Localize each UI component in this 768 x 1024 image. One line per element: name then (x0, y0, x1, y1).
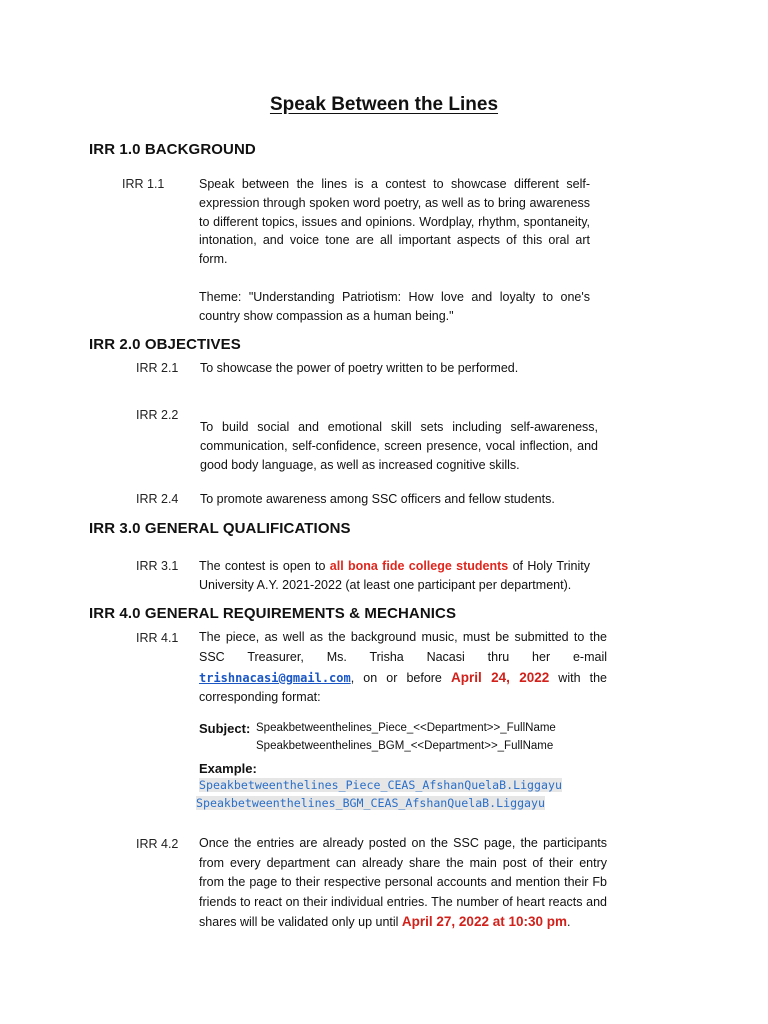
example-line: Speakbetweenthelines_Piece_CEAS_AfshanQuelaB.Liggayu (199, 778, 562, 792)
clause-number: IRR 3.1 (136, 559, 179, 573)
eligibility-highlight: all bona fide college students (329, 559, 509, 573)
validation-deadline: April 27, 2022 at 10:30 pm (401, 914, 567, 930)
clause-number: IRR 2.4 (136, 492, 179, 506)
section-heading-requirements: IRR 4.0 GENERAL REQUIREMENTS & MECHANICS (89, 605, 457, 622)
clause-text: To promote awareness among SSC officers and fellow students. (200, 492, 555, 506)
subject-format-line: Speakbetweenthelines_BGM_<<Department>>_FullName (256, 740, 554, 752)
section-heading-background: IRR 1.0 BACKGROUND (89, 141, 256, 158)
section-heading-qualifications: IRR 3.0 GENERAL QUALIFICATIONS (89, 520, 351, 537)
clause-text: To showcase the power of poetry written to be performed. (200, 361, 519, 375)
deadline-date: April 24, 2022 (450, 669, 550, 685)
clause-number: IRR 2.1 (136, 361, 179, 375)
clause-number: IRR 4.2 (136, 837, 179, 851)
clause-text: To build social and emotional skill sets including self-awareness, communication, self-confidence, screen presence, vocal inflection, and good body language, as well as increased cognitive skills. (200, 420, 598, 472)
clause-number: IRR 1.1 (122, 177, 165, 191)
subject-label: Subject: (199, 721, 251, 736)
example-line: Speakbetweenthelines_BGM_CEAS_AfshanQuelaB.Liggayu (196, 796, 546, 810)
page-title: Speak Between the Lines (269, 94, 499, 115)
clause-text: The piece, as well as the background music, must be submitted to the SSC Treasurer, Ms. Trisha Nacasi thru her e-mail trishnacasi@gmail.com, on or before April 24, 2022 with the corresponding format: (199, 630, 607, 705)
clause-text: Once the entries are already posted on the SSC page, the participants from every department can already share the main post of their entry from the page to their respective personal accounts and mention their Fb friends to react on their individual entries. The number of heart reacts and shares will be validated only up until April 27, 2022 at 10:30 pm. (199, 836, 607, 930)
clause-text: Speak between the lines is a contest to showcase different self-expression through spoken word poetry, as well as to bring awareness to different topics, issues and opinions. Wordplay, rhythm, spontaneity, intonation, and voice tone are all important aspects of this oral art form. (199, 177, 590, 267)
clause-number: IRR 4.1 (136, 631, 179, 645)
theme-text: Theme: "Understanding Patriotism: How love and loyalty to one's country show compassion as a human being." (199, 290, 590, 323)
clause-text: The contest is open to all bona fide college students of Holy Trinity University A.Y. 2021-2022 (at least one participant per department). (199, 559, 590, 592)
example-label: Example: (199, 761, 257, 776)
clause-number: IRR 2.2 (136, 408, 179, 422)
section-heading-objectives: IRR 2.0 OBJECTIVES (89, 336, 241, 353)
email-link[interactable]: trishnacasi@gmail.com (199, 670, 351, 685)
subject-format-line: Speakbetweenthelines_Piece_<<Department>>_FullName (256, 722, 556, 734)
